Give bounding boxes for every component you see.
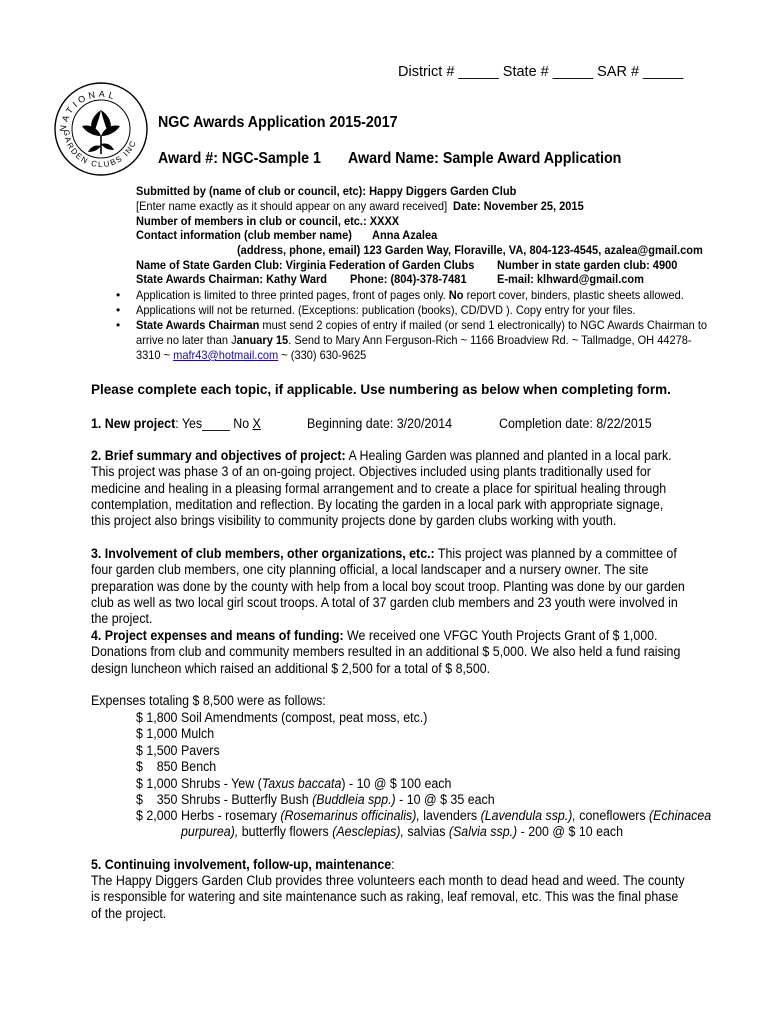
expense-item: Mulch: [181, 726, 215, 742]
state-awards-chairman: State Awards Chairman: Kathy Ward: [136, 272, 328, 286]
expense-item: Shrubs - Yew (Taxus baccata) - 10 @ $ 100 each: [181, 775, 452, 791]
contact-label: Contact information (club member name): [136, 228, 352, 242]
section-5-maintenance: The Happy Diggers Garden Club provides three volunteers each month to dead head and weed. The county is responsible for watering and site maintenance such as raking, leaf removal, etc. This was the final phase of the project.: [91, 873, 685, 921]
contact-name: Anna Azalea: [372, 228, 438, 242]
section-1-new-project: 1. New project: Yes____ No X: [91, 416, 261, 431]
bullet-icon: •: [116, 318, 121, 332]
herbs-line-1: Herbs - rosemary (Rosemarinus officinalis), lavenders (Lavendula ssp.), coneflowers (Echinacea: [181, 808, 712, 823]
rule-page-limit: Application is limited to three printed pages, front of pages only. No report cover, binders, plastic sheets allowed.: [136, 288, 684, 302]
expense-amount: $ 850: [136, 759, 178, 775]
expense-item: Bench: [181, 759, 217, 775]
section-5-heading: 5. Continuing involvement, follow-up, maintenance:: [91, 857, 395, 872]
rule-contact: 3310 ~ mafr43@hotmail.com ~ (330) 630-9625: [136, 348, 367, 362]
submission-date: Date: November 25, 2015: [453, 199, 584, 213]
expense-amount: $ 350: [136, 792, 178, 807]
district-state-sar-line: District # _____ State # _____ SAR # _____: [398, 64, 684, 80]
rule-not-returned: Applications will not be returned. (Exceptions: publication (books), CD/DVD ). Copy entry for your files.: [136, 303, 636, 317]
section-3-involvement: 3. Involvement of club members, other organizations, etc.: This project was planned by a committee of four garden club members, one city planning official, a local landscaper and a nursery owner. The site preparation was done by the county with help from a local boy scout troop. Planting was done by our garden club as well as two local girl scout troops. A total of 37 garden club members and 23 youth were involved in the project.: [91, 546, 685, 627]
section-2-summary: 2. Brief summary and objectives of project: A Healing Garden was planned and planted in a local park. This project was phase 3 of an on-going project. Objectives included using plants traditionally used for medicine and healing in a pleasing formal arrangement and to create a place for spiritual healing through contemplation, meditation and reflection. By locating the garden in a local park with appropriate signage, this project also brings visibility to community projects done by garden clubs working with youth.: [91, 448, 672, 529]
chairman-email: E-mail: klhward@gmail.com: [497, 272, 644, 286]
submitted-by: Submitted by (name of club or council, etc): Happy Diggers Garden Club: [136, 184, 517, 198]
herbs-line-2: purpurea), butterfly flowers (Aesclepias), salvias (Salvia ssp.) - 200 @ $ 10 each: [181, 824, 624, 839]
state-garden-club: Name of State Garden Club: Virginia Federation of Garden Clubs: [136, 258, 475, 272]
expense-item: Pavers: [181, 742, 220, 758]
herbs-amount: $ 2,000: [136, 808, 178, 823]
ngc-logo: [52, 80, 150, 178]
contact-details: (address, phone, email) 123 Garden Way, Floraville, VA, 804-123-4545, azalea@gmail.com: [237, 243, 703, 257]
rule-chairman-send: State Awards Chairman must send 2 copies of entry if mailed (or send 1 electronically) to NGC Awards Chairman to: [136, 318, 708, 332]
bullet-icon: •: [116, 303, 121, 317]
application-title: NGC Awards Application 2015-2017: [158, 114, 398, 131]
chairman-phone: Phone: (804)-378-7481: [350, 272, 467, 286]
chairman-email-link[interactable]: mafr43@hotmail.com: [173, 348, 279, 362]
expense-item: Soil Amendments (compost, peat moss, etc.): [181, 710, 428, 725]
expense-amount: $ 1,800: [136, 710, 178, 725]
award-name: Award Name: Sample Award Application: [348, 150, 622, 167]
svg-text:GARDEN CLUBS INC: GARDEN CLUBS INC: [61, 129, 139, 170]
section-4-funding: 4. Project expenses and means of funding: We received one VFGC Youth Projects Grant of $ 1,000. Donations from club and community members resulted in an additional $ 5,000. We also held a fund raising design luncheon which raised an additional $ 2,500 for a total of $ 8,500.: [91, 628, 681, 676]
bullet-icon: •: [116, 288, 121, 302]
enter-name-note: [Enter name exactly as it should appear on any award received]: [136, 199, 448, 213]
expense-amount: $ 1,500: [136, 742, 178, 758]
completion-date: Completion date: 8/22/2015: [499, 416, 652, 431]
member-count: Number of members in club or council, etc.: XXXX: [136, 214, 400, 228]
award-number: Award #: NGC-Sample 1: [158, 150, 321, 167]
expense-amount: $ 1,000: [136, 775, 178, 791]
expense-item: Shrubs - Butterfly Bush (Buddleia spp.) - 10 @ $ 35 each: [181, 792, 495, 807]
instruction-line: Please complete each topic, if applicable. Use numbering as below when completing form.: [91, 382, 671, 397]
svg-text:NATIONAL: NATIONAL: [57, 88, 119, 133]
expense-amount: $ 1,000: [136, 726, 178, 742]
beginning-date: Beginning date: 3/20/2014: [307, 416, 453, 431]
expenses-intro: Expenses totaling $ 8,500 were as follows:: [91, 693, 326, 708]
rule-deadline: arrive no later than January 15. Send to Mary Ann Ferguson-Rich ~ 1166 Broadview Rd. ~ Tallmadge, OH 44278-: [136, 333, 692, 347]
ngc-seal-icon: [52, 80, 150, 178]
number-in-state: Number in state garden club: 4900: [497, 258, 678, 272]
